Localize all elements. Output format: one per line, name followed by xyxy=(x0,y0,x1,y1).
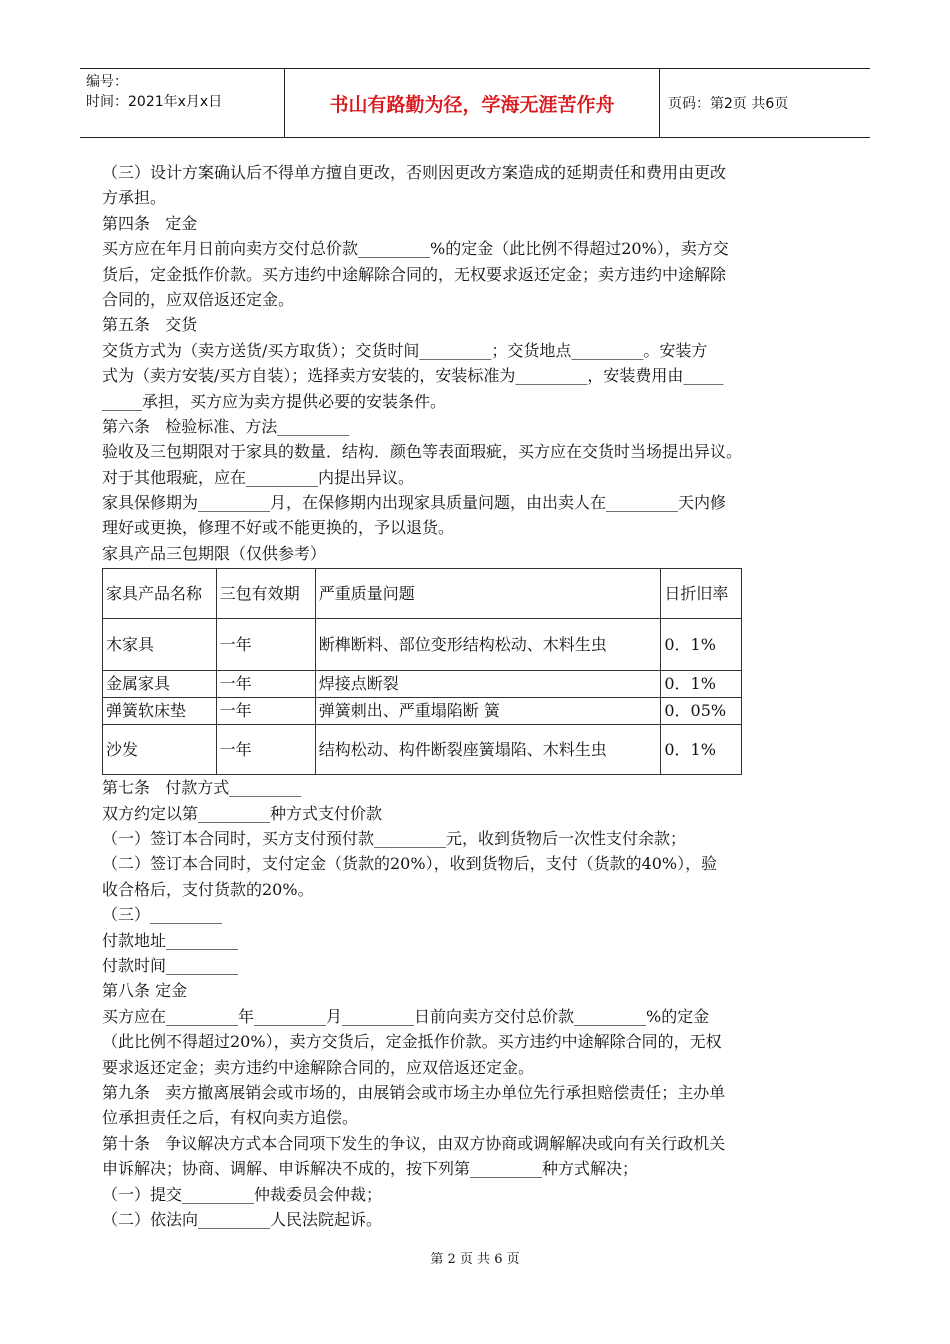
table-cell: 沙发 xyxy=(103,725,217,775)
text-line: _____承担，买方应为卖方提供必要的安装条件。 xyxy=(102,391,447,411)
table-header-cell: 三包有效期 xyxy=(216,569,315,619)
text-line: 式为（卖方安装/买方自装）；选择卖方安装的，安装标准为_________，安装费用由_____ xyxy=(102,366,724,386)
text-line: 申诉解决；协商、调解、申诉解决不成的，按下列第_________种方式解决； xyxy=(102,1159,639,1179)
text-line: （三）设计方案确认后不得单方擅自更改，否则因更改方案造成的延期责任和费用由更改 xyxy=(102,163,727,182)
text-line: 对于其他瑕疵，应在_________内提出异议。 xyxy=(102,467,415,487)
table-cell: 断榫断料、部位变形结构松动、木料生虫 xyxy=(315,619,661,671)
table-cell: 一年 xyxy=(216,619,315,671)
text-line: （一）签订本合同时，买方支付预付款_________元，收到货物后一次性支付余款； xyxy=(102,829,687,849)
text-line: 双方约定以第_________种方式支付价款 xyxy=(102,803,383,823)
text-line: 第四条 定金 xyxy=(102,213,198,233)
text-line: 付款地址_________ xyxy=(102,930,239,950)
table-header-cell: 严重质量问题 xyxy=(315,569,661,619)
text-line: 交货方式为（卖方送货/买方取货）；交货时间_________；交货地点_________。安装方 xyxy=(102,340,708,360)
text-line: 第九条 卖方撤离展销会或市场的，由展销会或市场主办单位先行承担赔偿责任；主办单 xyxy=(102,1082,726,1102)
body-text-top xyxy=(102,160,862,566)
table-cell: 木家具 xyxy=(103,619,217,671)
table-cell: 金属家具 xyxy=(103,671,217,698)
text-line: 第六条 检验标准、方法_________ xyxy=(102,416,350,436)
text-line: 买方应在年月日前向卖方交付总价款_________%的定金（此比例不得超过20%），卖方交 xyxy=(102,239,729,259)
text-line: 付款时间_________ xyxy=(102,955,239,975)
document-body xyxy=(102,160,862,1232)
table-row xyxy=(103,725,742,775)
warranty-table xyxy=(102,568,742,775)
text-line: 位承担责任之后，有权向卖方追偿。 xyxy=(102,1108,359,1128)
text-line: （二）签订本合同时，支付定金（货款的20%），收到货物后，支付（货款的40%），验 xyxy=(102,854,718,874)
body-text-bottom xyxy=(102,775,862,1232)
table-cell: 焊接点断裂 xyxy=(315,671,661,698)
page-footer: 第 2 页 共 6 页 xyxy=(430,1252,520,1267)
table-row xyxy=(103,619,742,671)
text-line: 第七条 付款方式_________ xyxy=(102,778,302,798)
text-line: （二）依法向_________人民法院起诉。 xyxy=(102,1209,383,1229)
text-line: 货后，定金抵作价款。买方违约中途解除合同的，无权要求返还定金；卖方违约中途解除 xyxy=(102,264,727,284)
table-row xyxy=(103,698,742,725)
text-line: （此比例不得超过20%），卖方交货后，定金抵作价款。买方违约中途解除合同的，无权 xyxy=(102,1032,722,1052)
table-row xyxy=(103,671,742,698)
text-line: 第十条 争议解决方式本合同项下发生的争议，由双方协商或调解解决或向有关行政机关 xyxy=(102,1133,726,1153)
text-line: 合同的，应双倍返还定金。 xyxy=(102,289,295,309)
text-line: 要求返还定金；卖方违约中途解除合同的，应双倍返还定金。 xyxy=(102,1057,535,1077)
table-cell: 0．1% xyxy=(661,725,742,775)
text-line: 验收及三包期限对于家具的数量．结构．颜色等表面瑕疵，买方应在交货时当场提出异议。 xyxy=(102,442,743,462)
header-motto: 书山有路勤为径，学海无涯苦作舟 xyxy=(285,69,660,137)
table-header-cell: 日折旧率 xyxy=(661,569,742,619)
text-line: 理好或更换，修理不好或不能更换的，予以退货。 xyxy=(102,518,455,538)
page-header xyxy=(80,68,870,138)
table-header-cell: 家具产品名称 xyxy=(103,569,217,619)
text-line: 第八条 定金 xyxy=(102,981,188,1001)
table-cell: 0．1% xyxy=(661,671,742,698)
text-line: 收合格后，支付货款的20%。 xyxy=(102,879,314,899)
text-line: （三）_________ xyxy=(102,905,223,925)
header-page-label: 页码：第2页 共6页 xyxy=(668,96,789,112)
table-cell: 0．1% xyxy=(661,619,742,671)
table-header-row xyxy=(103,569,742,619)
table-cell: 一年 xyxy=(216,698,315,725)
table-cell: 弹簧软床垫 xyxy=(103,698,217,725)
text-line: （一）提交_________仲裁委员会仲裁； xyxy=(102,1184,383,1204)
text-line: 家具保修期为_________月，在保修期内出现家具质量问题，由出卖人在_________天内修 xyxy=(102,493,727,513)
header-left-cell xyxy=(80,69,285,137)
table-cell: 0．05% xyxy=(661,698,742,725)
text-line: 家具产品三包期限（仅供参考） xyxy=(102,543,327,563)
text-line: 第五条 交货 xyxy=(102,315,198,335)
table-cell: 一年 xyxy=(216,671,315,698)
document-number-label: 编号： xyxy=(86,74,128,90)
table-cell: 一年 xyxy=(216,725,315,775)
table-cell: 弹簧刺出、严重塌陷断 簧 xyxy=(315,698,661,725)
text-line: 方承担。 xyxy=(102,188,167,208)
document-time-label: 时间：2021年x月x日 xyxy=(86,94,223,110)
text-line: 买方应在_________年_________月_________日前向卖方交付总价款_________%的定金 xyxy=(102,1006,710,1026)
table-cell: 结构松动、构件断裂座簧塌陷、木料生虫 xyxy=(315,725,661,775)
